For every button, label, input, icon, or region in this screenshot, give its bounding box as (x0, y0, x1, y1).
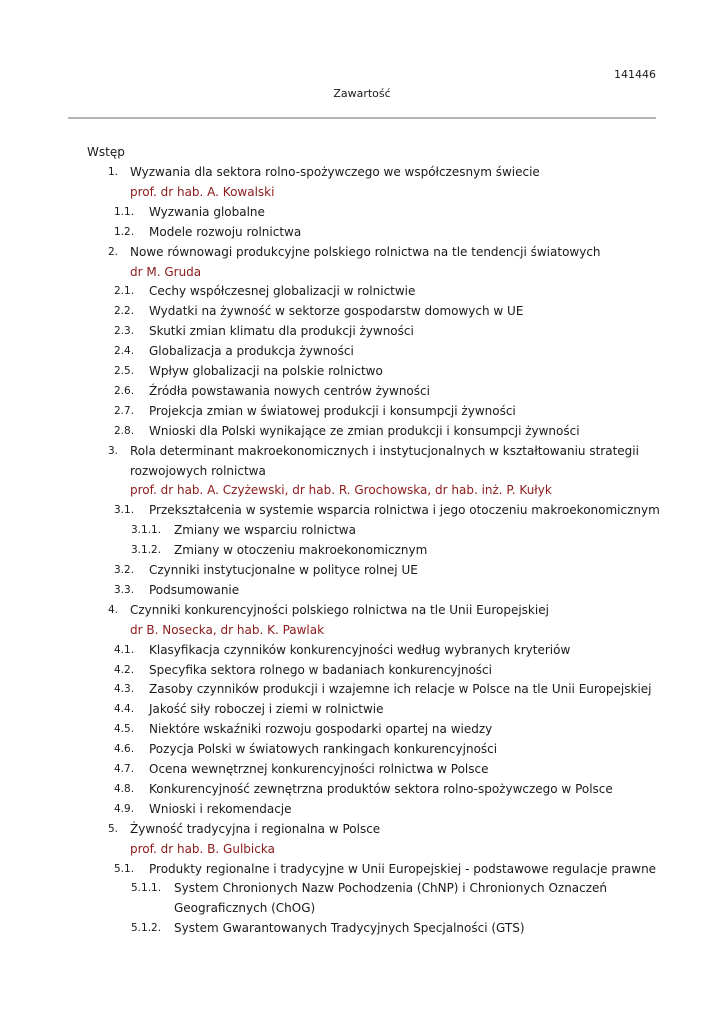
toc-entry-link[interactable]: Cechy współczesnej globalizacji w rolnictwie (149, 284, 416, 299)
toc-entry-link[interactable]: Niektóre wskaźniki rozwoju gospodarki opartej na wiedzy (149, 722, 493, 737)
toc-entry-link[interactable]: Nowe równowagi produkcyjne polskiego rolnictwa na tle tendencji światowych (130, 244, 601, 259)
toc-number: 2.6. (114, 384, 135, 397)
toc-number: 2. (108, 245, 119, 258)
toc-number: 3. (108, 444, 119, 457)
toc-number: 4.7. (114, 763, 135, 775)
toc-entry-link[interactable]: Przekształcenia w systemie wsparcia rolnictwa i jego otoczeniu makroekonomicznym (149, 503, 660, 518)
toc-number: 4.3. (114, 683, 135, 696)
toc-entry-link[interactable]: Podsumowanie (149, 582, 240, 597)
toc-number: 1.2. (114, 225, 135, 238)
toc-number: 3.2. (114, 564, 135, 576)
toc-entry-link[interactable]: Modele rozwoju rolnictwa (149, 224, 302, 239)
toc-author: dr B. Nosecka, dr hab. K. Pawlak (130, 622, 325, 637)
toc-number: 4.4. (114, 703, 135, 716)
toc-number: 2.1. (114, 285, 135, 298)
toc-number: 4.1. (114, 643, 135, 656)
toc-entry-link[interactable]: Produkty regionalne i tradycyjne w Unii Europejskiej - podstawowe regulacje prawne (149, 861, 657, 876)
toc-entry-link[interactable]: Zmiany we wsparciu rolnictwa (174, 523, 356, 538)
toc-entry-link[interactable]: Żywność tradycyjna i regionalna w Polsce (130, 821, 381, 836)
toc-intro[interactable]: Wstęp (87, 145, 125, 159)
toc-number: 4.2. (114, 663, 135, 676)
toc-number: 4.8. (114, 782, 135, 795)
toc-entry-link[interactable]: Zasoby czynników produkcji i wzajemne ich relacje w Polsce na tle Unii Europejskiej (149, 682, 652, 697)
toc-entry-continuation[interactable]: Geograficznych (ChOG) (174, 901, 316, 916)
toc-entry-link[interactable]: Wyzwania globalne (149, 204, 265, 219)
toc-number: 2.2. (114, 305, 135, 318)
toc-number: 2.5. (114, 365, 135, 377)
toc-entry-link[interactable]: Klasyfikacja czynników konkurencyjności według wybranych kryteriów (149, 642, 571, 657)
toc-entry-link[interactable]: Wnioski dla Polski wynikające ze zmian produkcji i konsumpcji żywności (149, 423, 580, 438)
toc-entry-link[interactable]: Pozycja Polski w światowych rankingach konkurencyjności (149, 742, 498, 757)
toc-entry-link[interactable]: Projekcja zmian w światowej produkcji i konsumpcji żywności (149, 403, 516, 418)
toc-number: 3.1.2. (131, 544, 162, 557)
toc-entry-link[interactable]: Konkurencyjność zewnętrzna produktów sektora rolno-spożywczego w Polsce (149, 781, 613, 796)
toc-entry-link[interactable]: Źródła powstawania nowych centrów żywności (149, 383, 430, 398)
toc-author: prof. dr hab. B. Gulbicka (130, 841, 275, 856)
toc-entry-link[interactable]: Specyfika sektora rolnego w badaniach konkurencyjności (149, 662, 492, 677)
toc-entry-link[interactable]: Wyzwania dla sektora rolno-spożywczego we współczesnym świecie (130, 165, 540, 179)
toc-entry-link[interactable]: Czynniki instytucjonalne w polityce rolnej UE (149, 563, 418, 577)
toc-entry-link[interactable]: Czynniki konkurencyjności polskiego rolnictwa na tle Unii Europejskiej (130, 602, 549, 617)
toc-number: 5.1. (114, 862, 135, 875)
toc-number: 3.3. (114, 583, 135, 596)
page-title: Zawartość (333, 87, 391, 100)
toc-number: 3.1. (114, 504, 135, 517)
toc-entry-link[interactable]: Ocena wewnętrznej konkurencyjności rolnictwa w Polsce (149, 762, 489, 776)
toc-number: 2.8. (114, 424, 135, 437)
toc-entry-link[interactable]: Rola determinant makroekonomicznych i instytucjonalnych w kształtowaniu strategii (130, 443, 639, 458)
toc-entry-link[interactable]: Globalizacja a produkcja żywności (149, 344, 354, 359)
document-number: 141446 (614, 68, 656, 81)
toc-number: 4. (108, 603, 119, 616)
toc-number: 5.1.2. (131, 922, 162, 935)
toc-number: 5. (108, 822, 119, 835)
toc-number: 1.1. (114, 205, 135, 218)
toc-entry-link[interactable]: Wydatki na żywność w sektorze gospodarstw domowych w UE (149, 304, 524, 319)
toc-entry-link[interactable]: System Chronionych Nazw Pochodzenia (ChNP) i Chronionych Oznaczeń (174, 881, 608, 896)
toc-entry-link[interactable]: Jakość siły roboczej i ziemi w rolnictwie (149, 702, 384, 717)
toc-number: 1. (108, 166, 119, 178)
toc-entry-link[interactable]: Wpływ globalizacji na polskie rolnictwo (149, 364, 383, 378)
toc-number: 5.1.1. (131, 882, 162, 895)
toc-author: dr M. Gruda (130, 264, 202, 279)
toc-entry-link[interactable]: Wnioski i rekomendacje (149, 801, 292, 816)
toc-number: 3.1.1. (131, 524, 162, 537)
toc-entry-link[interactable]: Skutki zmian klimatu dla produkcji żywności (149, 324, 414, 339)
toc-entry-link[interactable]: System Gwarantowanych Tradycyjnych Specjalności (GTS) (174, 921, 525, 936)
toc-number: 2.7. (114, 404, 135, 417)
toc-entry-continuation[interactable]: rozwojowych rolnictwa (130, 463, 266, 478)
toc-number: 4.5. (114, 723, 135, 736)
toc-author: prof. dr hab. A. Kowalski (130, 184, 275, 199)
toc-number: 4.9. (114, 802, 135, 815)
toc-number: 2.3. (114, 325, 135, 338)
toc-author: prof. dr hab. A. Czyżewski, dr hab. R. Grochowska, dr hab. inż. P. Kułyk (130, 483, 552, 498)
toc-number: 4.6. (114, 743, 135, 756)
toc-entry-link[interactable]: Zmiany w otoczeniu makroekonomicznym (174, 543, 428, 558)
header-divider (68, 117, 656, 119)
toc-number: 2.4. (114, 345, 135, 358)
